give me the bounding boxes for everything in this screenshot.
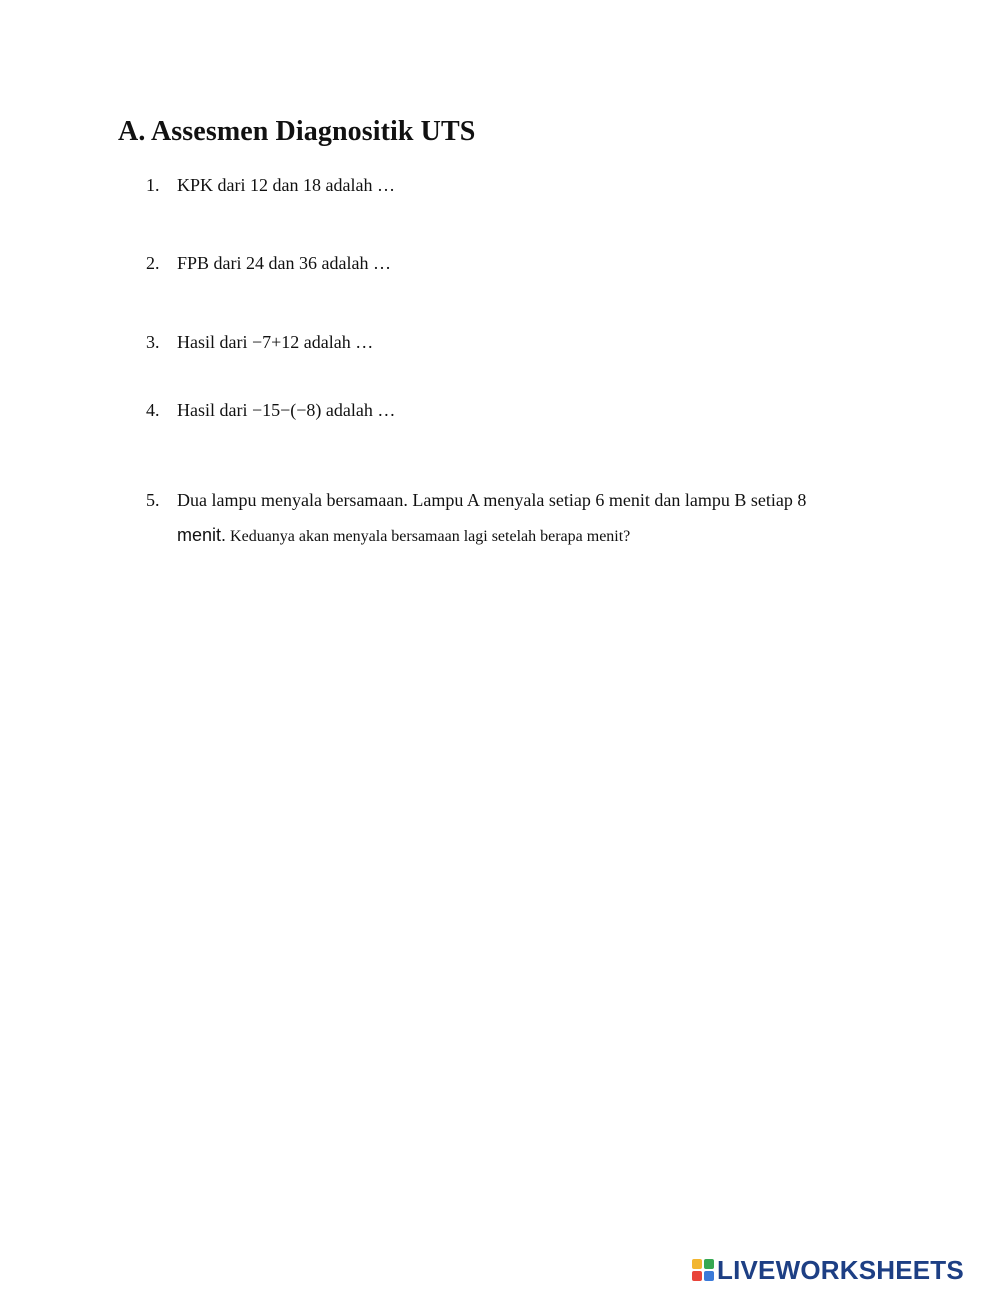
logo-square-blue (704, 1271, 714, 1281)
logo-square-yellow (692, 1259, 702, 1269)
brand-text: LIVEWORKSHEETS (717, 1255, 964, 1285)
question-number: 4. (146, 400, 160, 420)
question-text-continuation-small: Keduanya akan menyala bersamaan lagi setelah berapa menit? (226, 528, 631, 545)
question-text-block (177, 483, 876, 554)
question-item (146, 168, 876, 203)
question-number: 5. (146, 490, 160, 510)
question-text: FPB dari 24 dan 36 adalah … (177, 253, 391, 273)
page-title: A. Assesmen Diagnositik UTS (118, 116, 476, 147)
question-number: 3. (146, 332, 160, 352)
question-text: Hasil dari −7+12 adalah … (177, 332, 374, 352)
logo-square-red (692, 1271, 702, 1281)
question-text: Hasil dari −15−(−8) adalah … (177, 400, 396, 420)
question-text-continuation: menit. (177, 525, 227, 545)
question-item (146, 325, 876, 360)
question-item (146, 393, 876, 428)
question-text: KPK dari 12 dan 18 adalah … (177, 175, 395, 195)
liveworksheets-logo-icon (692, 1259, 714, 1281)
question-number: 1. (146, 175, 160, 195)
question-text: Dua lampu menyala bersamaan. Lampu A menyala setiap 6 menit dan lampu B setiap 8 (177, 490, 807, 510)
question-item (146, 246, 876, 281)
question-item (146, 483, 876, 554)
question-number: 2. (146, 253, 160, 273)
liveworksheets-brand (692, 1256, 964, 1284)
logo-square-green (704, 1259, 714, 1269)
